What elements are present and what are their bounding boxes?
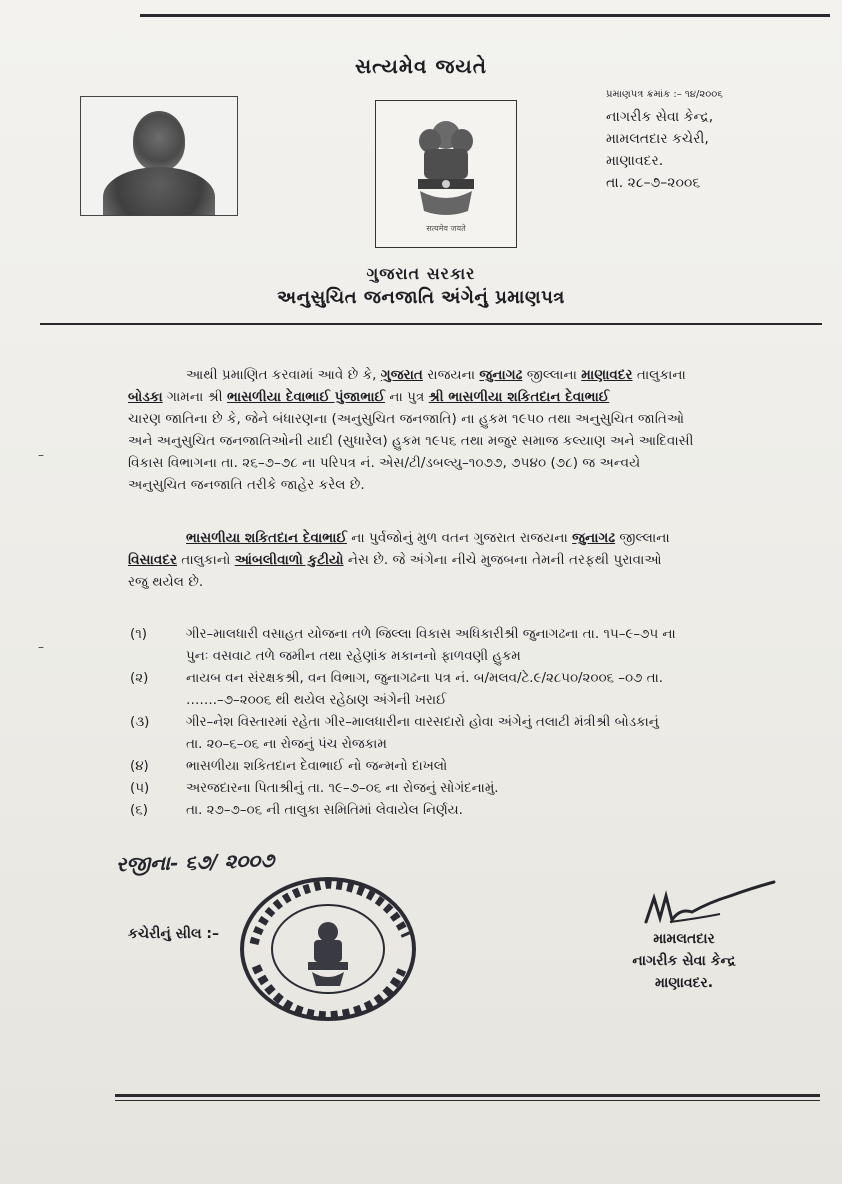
list-item-number: (૩) xyxy=(130,715,150,730)
father-name: ભાસળીયા દેવાભાઈ પુંજાભાઈ xyxy=(226,389,386,405)
list-item-text: ભાસળીયા શકિતદાન દેવાભાઈ નો જન્મનો દાખલો xyxy=(186,759,448,774)
list-item-text: પુનઃ વસવાટ તળે જમીન તથા રહેણાંક મકાનનો ફાળવણી હુકમ xyxy=(186,649,521,664)
ashoka-lion-icon xyxy=(406,111,486,223)
list-item-number: (૧) xyxy=(130,627,148,642)
applicant-name: ભાસળીયા શકિતદાન દેવાભાઈ xyxy=(186,530,347,546)
list-item xyxy=(130,778,790,800)
text-run: જીલ્લાના xyxy=(522,367,582,383)
margin-mark-icon: – xyxy=(38,448,44,462)
applicant-photo xyxy=(80,96,238,216)
list-item-text: ગીર–માલધારી વસાહત યોજના તળે જિલ્લા વિકાસ અધિકારીશ્રી જુનાગઢના તા. ૧૫–૯–૭૫ ના xyxy=(186,627,676,642)
list-item xyxy=(130,668,790,712)
list-item-number: (૨) xyxy=(130,671,149,686)
origin-paragraph xyxy=(128,527,780,593)
certificate-title: અનુસુચિત જનજાતિ અંગેનું પ્રમાણપત્ર xyxy=(277,287,565,308)
bottom-border-rule-thin xyxy=(115,1100,820,1101)
title-divider-rule xyxy=(40,323,822,325)
list-item xyxy=(130,712,790,756)
text-run: ના પુત્ર xyxy=(385,389,429,405)
signatory-office: નાગરીક સેવા કેન્દ્ર xyxy=(632,953,736,969)
margin-mark-icon: – xyxy=(38,640,44,654)
office-seal-icon xyxy=(236,874,420,1024)
text-run: ગામના શ્રી xyxy=(162,389,227,405)
certificate-number: પ્રમાણપત્ર ક્રમાંક :– ૧૪/૨૦૦૬ xyxy=(606,89,723,100)
office-line-2: મામલતદાર કચેરી, xyxy=(606,131,709,147)
district-name: જુનાગઢ xyxy=(572,530,616,546)
native-place: આંબલીવાળો કુટીયો xyxy=(234,552,344,568)
text-run: આથી પ્રમાણિત કરવામાં આવે છે કે, xyxy=(186,367,381,383)
paragraph-line: અનુસુચિત જનજાતિ તરીકે જાહેર કરેલ છે. xyxy=(128,477,365,493)
paragraph-line: ચારણ જાતિના છે કે, જેને બંધારણના (અનુસુચિત જનજાતિ) ના હુકમ ૧૯૫૦ તથા અનુસુચિત જાતિઓ xyxy=(128,411,685,427)
list-item-text: અરજદારના પિતાશ્રીનું તા. ૧૯–૭–૦૬ ના રોજનું સોગંદનામું. xyxy=(186,781,499,796)
seal-label: કચેરીનું સીલ :– xyxy=(128,926,220,942)
office-line-3: માણાવદર. xyxy=(606,153,664,169)
national-motto: સત્યમેવ જયતે xyxy=(354,54,488,78)
signatory-block xyxy=(614,928,754,994)
text-run: તાલુકાનો xyxy=(176,552,235,568)
list-item xyxy=(130,800,790,822)
paragraph-line: વિકાસ વિભાગના તા. ૨૬–૭–૭૮ ના પરિપત્ર નં. એસ/ટી/ડબલ્યુ–૧૦૭૭, ૭૫૪૦ (૭૮) જ અન્વયે xyxy=(128,455,641,471)
evidence-list xyxy=(130,624,790,822)
office-line-1: નાગરીક સેવા કેન્દ્ર, xyxy=(606,109,714,125)
text-run: તાલુકાના xyxy=(632,367,686,383)
handwritten-register-note: રજીના- ૬૭/ ૨૦૦૭ xyxy=(115,847,275,877)
text-run: રાજયના xyxy=(422,367,480,383)
office-address-block xyxy=(606,84,723,194)
village-name: બોડકા xyxy=(128,389,163,405)
list-item-number: (૪) xyxy=(130,759,149,774)
list-item xyxy=(130,756,790,778)
text-run: ના પુર્વજોનું મુળ વતન ગુજરાત રાજયના xyxy=(346,530,573,546)
list-item-text: ગીર–નેશ વિસ્તારમાં રહેતા ગીર–માલધારીના વારસદારો હોવા અંગેનું તલાટી મંત્રીશ્રી બોડકાનું xyxy=(186,715,659,730)
district-name: જુનાગઢ xyxy=(479,367,523,383)
government-heading: ગુજરાત સરકાર xyxy=(366,264,476,283)
top-border-rule xyxy=(140,14,830,17)
list-item-number: (૫) xyxy=(130,781,150,796)
signatory-designation: મામલતદાર xyxy=(653,931,715,947)
taluka-name: વિસાવદર xyxy=(128,552,177,568)
emblem-caption: सत्यमेव जयते xyxy=(426,224,466,233)
photo-body-silhouette xyxy=(103,167,215,216)
list-item-number: (૬) xyxy=(130,803,148,818)
state-emblem xyxy=(375,100,517,248)
state-name: ગુજરાત xyxy=(380,367,423,383)
taluka-name: માણાવદર xyxy=(581,367,633,383)
text-run: જીલ્લાના xyxy=(615,530,670,546)
photo-head-silhouette xyxy=(133,111,185,171)
text-run: નેસ છે. જે અંગેના નીચે મુજબના તેમની તરફથી પુરાવાઓ xyxy=(343,552,662,568)
certification-paragraph xyxy=(128,364,780,496)
paragraph-line: અને અનુસુચિત જનજાતિઓની યાદી (સુધારેલ) હુકમ ૧૯૫૬ તથા મજુર સમાજ કલ્યાણ અને આદિવાસી xyxy=(128,433,694,449)
list-item-text: નાયબ વન સંરક્ષકશ્રી, વન વિભાગ, જુનાગઢના પત્ર નં. બ/મલવ/ટે.૯/૨૮૫૦/૨૦૦૬ –૦૭ તા. xyxy=(186,671,664,686)
list-item-text: તા. ૨૭–૭–૦૬ ની તાલુકા સમિતિમાં લેવાયેલ નિર્ણય. xyxy=(186,803,463,818)
signatory-place: માણાવદર. xyxy=(654,975,714,991)
issue-date: તા. ૨૮–૭–૨૦૦૬ xyxy=(606,175,701,191)
signature-icon xyxy=(640,878,780,934)
bottom-border-rule xyxy=(115,1094,820,1097)
list-item-text: તા. ૨૦–૬–૦૬ ના રોજનું પંચ રોજકામ xyxy=(186,737,387,752)
applicant-name: શ્રી ભાસળીયા શકિતદાન દેવાભાઈ xyxy=(428,389,610,405)
list-item xyxy=(130,624,790,668)
paragraph-line: રજુ થયેલ છે. xyxy=(128,574,204,590)
list-item-text: …….–૭–૨૦૦૬ થી થયેલ રહેઠાણ અંગેની ખરાઈ xyxy=(186,693,447,708)
